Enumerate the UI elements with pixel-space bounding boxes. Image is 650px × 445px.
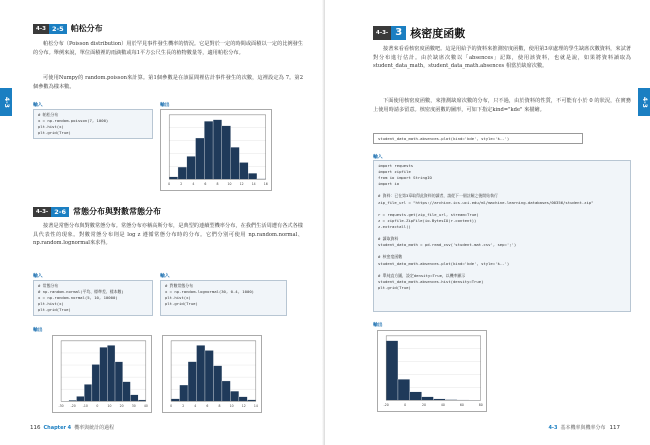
x-tick-label: 2 [182, 404, 185, 409]
x-tick-label: 12 [239, 182, 244, 187]
x-tick-label: 4 [194, 404, 197, 409]
edge-tab-right: 4-3 [638, 88, 650, 116]
histogram-bar [247, 400, 255, 402]
histogram-bar [84, 384, 92, 401]
output-label: 輸出 [33, 328, 43, 333]
x-tick-label: 20 [119, 404, 124, 409]
section-number: 2-6 [51, 207, 69, 217]
x-tick-label: 6 [206, 404, 209, 409]
histogram-bar [231, 147, 240, 179]
code-block-lognormal: # 對數常態分布 x = np.random.lognormal(30, 0.4, 1000) plt.hist(x) plt.grid(True) [160, 280, 287, 316]
histogram-bar [171, 399, 179, 402]
input-label: 輸入 [373, 155, 383, 160]
output-label: 輸出 [160, 103, 170, 108]
x-tick-label: -20 [383, 403, 389, 408]
histogram-bar [213, 366, 221, 402]
x-tick-label: 14 [251, 182, 256, 187]
section-badge: 4-3 [33, 24, 49, 34]
histogram-bar [76, 396, 84, 401]
x-tick-label: 40 [440, 403, 445, 408]
histogram-bar [222, 126, 231, 180]
histogram-bar [222, 381, 230, 401]
section-heading-poisson [33, 23, 103, 34]
normal-histogram [52, 335, 152, 413]
footer-left [30, 424, 114, 431]
histogram-bar [180, 385, 188, 401]
histogram-bar [123, 382, 131, 402]
section-badge: 4-3- [33, 207, 51, 217]
paragraph-poisson-1: 帕松分布（Poisson distribution）用於罕見事件發生機率的情況。它是對於一定的時間或面積以一定的比例發生的分布。舉例來說，單位面積裡的雨滴數或每1平方公尺生長的植物數量等，適用帕松分布。 [33, 41, 303, 56]
histogram-bar [239, 162, 248, 179]
x-tick-label: 80 [478, 403, 483, 408]
x-tick-label: 0 [168, 182, 171, 187]
page-number: 116 [30, 424, 41, 431]
page-number: 117 [609, 424, 620, 431]
edge-tab-left: 4-3 [0, 88, 12, 116]
code-inline-kde: student_data_math.absences.plot(kind='kde', style='k--') [373, 133, 583, 144]
right-page [325, 0, 650, 445]
x-tick-label: 8 [218, 404, 221, 409]
output-label: 輸出 [373, 323, 383, 328]
input-label: 輸入 [160, 274, 170, 279]
histogram-bar [187, 156, 196, 179]
section-number: 3 [391, 26, 406, 40]
histogram-bar [248, 173, 257, 179]
paragraph-kde-1: 接著來看看核密度函數吧。這是用給予的資料來推測密度函數，使用第3章處理的學生缺席次數資料，來試著對分布進行估計。由於缺席次數以「absences」記錄，使用該資料，也就是說，如果將資料讀取為 student_data_math，student_data_math.absences 相當於缺席次數。 [373, 46, 631, 70]
histogram-bar [92, 364, 100, 401]
histogram-bar [239, 397, 247, 402]
paragraph-poisson-2: 可使用Numpy的 random.poisson來計算。第1個參數是在該區間裡估計事件發生的次數，這裡設定為 7。第2個參數為樣本數。 [33, 75, 303, 90]
x-tick-label: 0 [96, 404, 99, 409]
x-tick-label: -30 [58, 404, 64, 409]
section-title: 核密度函數 [410, 27, 466, 40]
x-tick-label: 60 [459, 403, 464, 408]
lognormal-histogram [162, 335, 262, 413]
input-label: 輸入 [33, 274, 43, 279]
kde-histogram [377, 330, 487, 412]
histogram-bar [178, 167, 187, 179]
histogram-bar [169, 177, 178, 179]
footer-title: 基本機率與機率分布 [560, 425, 606, 431]
section-heading-normal [33, 206, 161, 217]
section-badge: 4-3- [373, 26, 391, 40]
code-block-poisson: # 帕松分布 x = np.random.poisson(7, 1000) plt.hist(x) plt.grid(True) [33, 109, 153, 139]
footer-chapter: Chapter 4 [43, 424, 72, 431]
footer-section: 4-3 [548, 424, 558, 431]
histogram-bar [204, 121, 213, 179]
histogram-bar [422, 397, 434, 401]
x-tick-label: -20 [70, 404, 76, 409]
histogram-bar [230, 391, 238, 401]
input-label: 輸入 [33, 103, 43, 108]
x-tick-label: 2 [180, 182, 183, 187]
histogram-bar [107, 345, 115, 401]
histogram-bar [433, 399, 445, 400]
histogram-bar [115, 362, 123, 402]
x-tick-label: 12 [241, 404, 246, 409]
section-number: 2-5 [49, 24, 67, 34]
code-block-normal: # 常態分布 # np.random.normal(平均、標準差、樣本數) x = np.random.normal(5, 10, 10000) plt.hist(x) plt.grid(True) [33, 280, 153, 316]
histogram-bar [197, 345, 205, 401]
paragraph-kde-2: 下面使用核密度函數，來推測缺席次數的分布，只不過，由於資料的性質，不可能有小於 0 的狀況，在實務上使用時請多留意。核密度函數的圖形，可如下指定kind="kde" 來描繪。 [373, 98, 631, 113]
poisson-histogram [160, 109, 272, 191]
x-tick-label: 14 [253, 404, 258, 409]
x-tick-label: 20 [422, 403, 426, 408]
histogram-bar [196, 138, 205, 179]
x-tick-label: 4 [192, 182, 195, 187]
x-tick-label: 8 [216, 182, 219, 187]
histogram-bar [386, 341, 398, 401]
x-tick-label: 30 [131, 404, 136, 409]
footer-right [545, 424, 620, 431]
histogram-bar [130, 395, 138, 402]
histogram-bar [138, 400, 146, 401]
code-block-kde: import requests import zipfile from io import StringIO import io # 資料：已在第3章取得此資料的讀者，請從下一個註解之後開始執行 zip_file_url = "https://archive.ics.uci.edu/ml/machine-learning-databases/00356/student.zip" r = requests.get(zip_file_url, stream=True) z = zipfile.ZipFile(io.BytesIO(r.content)) z.extractall() # 讀取資料 student_data_math = pd.read_csv('student-mat.csv', sep=';') # 核密度函數 student_data_math.absences.plot(kind='kde', style='k--') # 單純直方圖，設定density=True，以機率顯示 student_data_math.absences.hist(density=True) plt.grid(True) [373, 160, 631, 312]
x-tick-label: 10 [107, 404, 112, 409]
histogram-bar [100, 347, 108, 401]
x-tick-label: 10 [227, 182, 232, 187]
x-tick-label: 10 [229, 404, 234, 409]
footer-title: 機率與統計的過程 [74, 425, 115, 431]
x-tick-label: 0 [170, 404, 173, 409]
x-tick-label: -10 [82, 404, 88, 409]
histogram-bar [205, 350, 213, 401]
histogram-bar [398, 379, 410, 400]
histogram-bar [410, 392, 422, 400]
histogram-bar [213, 120, 222, 180]
paragraph-normal: 接著是常態分布與對數常態分布。常態分布亦稱高斯分布，是典型的連續型機率分布，在我們生活周遭有各式各樣具代表性的現象。對數常態分布則是 log z 遵循常態分布時的分布。它們分別可使用 np.random.normal、np.random.lognormal來求得。 [33, 223, 303, 247]
section-title: 常態分布與對數常態分布 [72, 207, 161, 216]
x-tick-label: 6 [204, 182, 207, 187]
histogram-bar [188, 362, 196, 402]
x-tick-label: 16 [263, 182, 268, 187]
section-title: 帕松分布 [70, 24, 103, 33]
x-tick-label: 0 [404, 403, 407, 408]
x-tick-label: 40 [143, 404, 148, 409]
section-heading-kde [373, 25, 465, 41]
